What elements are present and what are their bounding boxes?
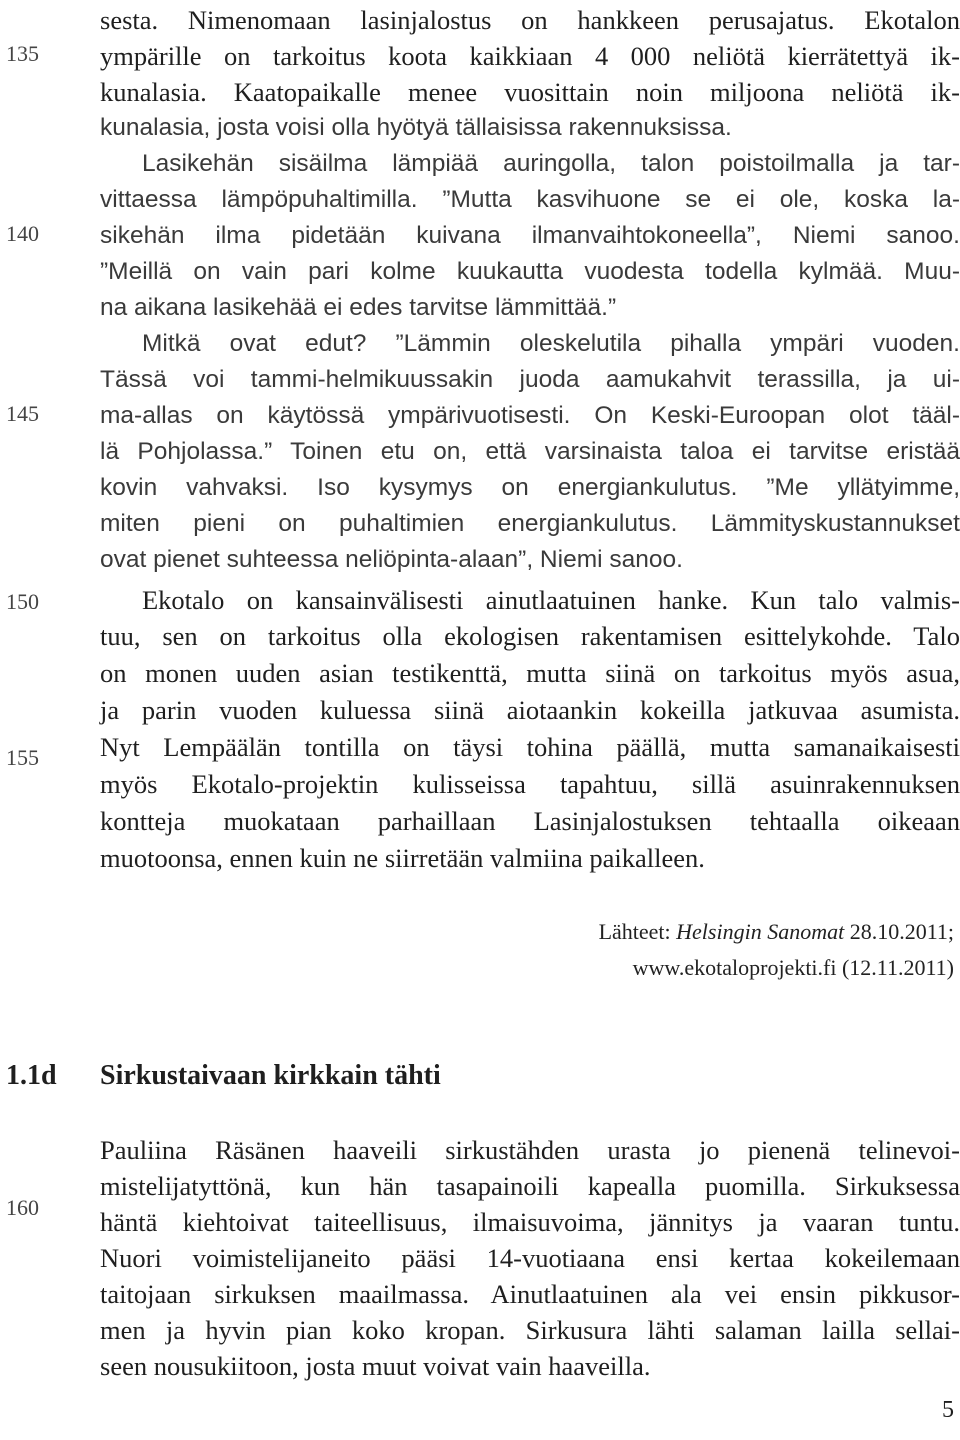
text-line: kunalasia, josta voisi olla hyötyä tällaisissa rakennuksissa. <box>100 114 732 141</box>
text-line: miten pieni on puhaltimien energiankulutus. Lämmityskustannukset <box>100 510 960 537</box>
text-line: men ja hyvin pian koko kropan. Sirkusura lähti salaman lailla sellai- <box>100 1315 960 1345</box>
text-line: seen nousukiitoon, josta muut voivat vain haaveilla. <box>100 1351 651 1381</box>
text-line: sesta. Nimenomaan lasinjalostus on hankkeen perusajatus. Ekotalon <box>100 5 960 35</box>
text-line: Nuori voimistelijaneito pääsi 14-vuotiaana ensi kertaa kokeilemaan <box>100 1243 960 1273</box>
text-line: ”Meillä on vain pari kolme kuukautta vuodesta todella kylmää. Muu- <box>100 258 960 285</box>
text-line: sikehän ilma pidetään kuivana ilmanvaihtokoneella”, Niemi sanoo. <box>100 222 960 249</box>
text-line: vittaessa lämpöpuhaltimilla. ”Mutta kasvihuone se ei ole, koska la- <box>100 186 960 213</box>
line-number: 160 <box>6 1195 39 1220</box>
text-line: myös Ekotalo-projektin kulisseissa tapahtuu, sillä asuinrakennuksen <box>100 769 960 799</box>
text-line: Tässä voi tammi-helmikuussakin juoda aamukahvit terassilla, ja ui- <box>100 366 960 393</box>
text-line: kontteja muokataan parhaillaan Lasinjalostuksen tehtaalla oikeaan <box>100 806 960 836</box>
text-line: ympärille on tarkoitus koota kaikkiaan 4 000 neliötä kierrätettyä ik- <box>100 41 960 71</box>
text-line: on monen uuden asian testikenttä, mutta siinä on tarkoitus myös asua, <box>100 658 960 688</box>
text-line: mistelijatyttönä, kun hän tasapainoili kapealla puomilla. Sirkuksessa <box>100 1171 960 1201</box>
source-citation-line-1 <box>599 914 954 950</box>
text-line: kovin vahvaksi. Iso kysymys on energiankulutus. ”Me yllätyimme, <box>100 474 960 501</box>
text-line: tuu, sen on tarkoitus olla ekologisen rakentamisen esittelykohde. Talo <box>100 621 960 651</box>
text-line: muotoonsa, ennen kuin ne siirretään valmiina paikalleen. <box>100 843 705 873</box>
line-number: 140 <box>6 221 39 246</box>
section-number: 1.1d <box>6 1060 57 1091</box>
source-prefix: Lähteet: <box>598 919 677 944</box>
text-line: Lasikehän sisäilma lämpiää auringolla, talon poistoilmalla ja tar- <box>142 150 960 177</box>
line-number: 150 <box>6 589 39 614</box>
text-line: lä Pohjolassa.” Toinen etu on, että varsinaista taloa ei tarvitse eristää <box>100 438 960 465</box>
text-line: Ekotalo on kansainvälisesti ainutlaatuinen hanke. Kun talo valmis- <box>142 585 960 615</box>
source-date: 28.10.2011; <box>844 919 954 944</box>
text-line: ma-allas on käytössä ympärivuotisesti. On Keski-Euroopan olot tääl- <box>100 402 960 429</box>
text-line: kunalasia. Kaatopaikalle menee vuosittain noin miljoona neliötä ik- <box>100 77 960 107</box>
source-publication: Helsingin Sanomat <box>676 919 845 944</box>
text-line: taitojaan sirkuksen maailmassa. Ainutlaatuinen ala vei ensin pikkusor- <box>100 1279 960 1309</box>
line-number: 135 <box>6 41 39 66</box>
text-line: ja parin vuoden kuluessa siinä aiotaankin kokeilla jatkuvaa asumista. <box>100 695 960 725</box>
text-line: Pauliina Räsänen haaveili sirkustähden urasta jo pienenä telinevoi- <box>100 1135 960 1165</box>
source-citation-line-2: www.ekotaloprojekti.fi (12.11.2011) <box>632 955 954 980</box>
line-number: 155 <box>6 745 39 770</box>
text-line: häntä kiehtoivat taiteellisuus, ilmaisuvoima, jännitys ja vaaran tuntu. <box>100 1207 960 1237</box>
text-line: ovat pienet suhteessa neliöpinta-alaan”, Niemi sanoo. <box>100 546 683 573</box>
line-number: 145 <box>6 401 39 426</box>
section-title: Sirkustaivaan kirkkain tähti <box>100 1060 441 1091</box>
text-line: na aikana lasikehää ei edes tarvitse lämmittää.” <box>100 294 617 321</box>
text-line: Mitkä ovat edut? ”Lämmin oleskelutila pihalla ympäri vuoden. <box>142 330 960 357</box>
page-number: 5 <box>942 1397 954 1423</box>
text-line: Nyt Lempäälän tontilla on täysi tohina päällä, mutta samanaikaisesti <box>100 732 960 762</box>
